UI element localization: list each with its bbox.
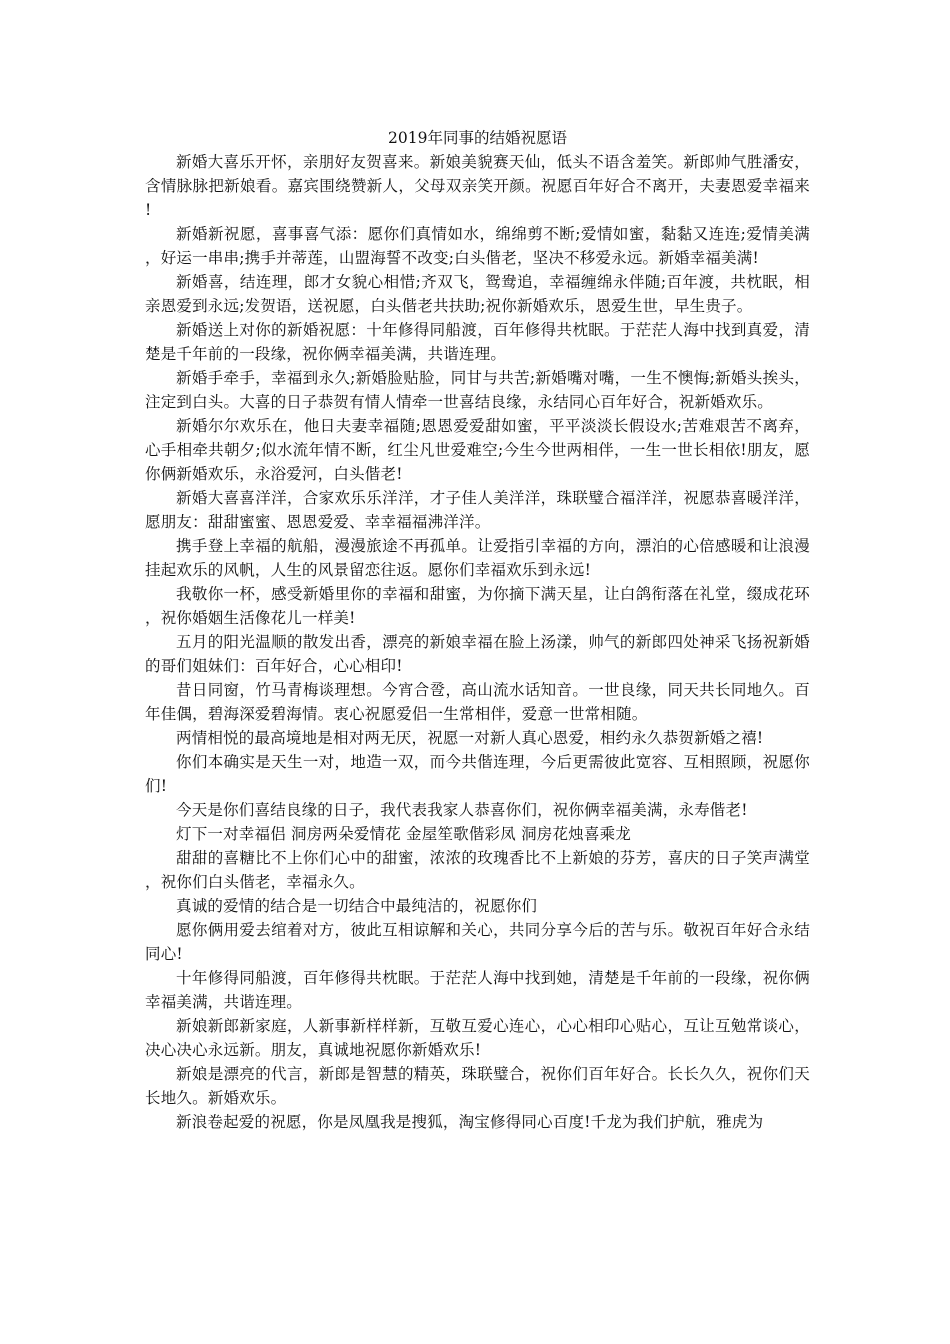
paragraph: 真诚的爱情的结合是一切结合中最纯洁的，祝愿你们 — [176, 897, 538, 915]
paragraph: 新婚手牵手，幸福到永久;新婚脸贴脸，同甘与共苦;新婚嘴对嘴，一生不懊悔;新婚头挨头，注定到白头。大喜的日子恭贺有情人情牵一世喜结良缘，永结同心百年好合，祝新婚欢乐。 — [145, 369, 810, 411]
paragraph: 新婚大喜喜洋洋，合家欢乐乐洋洋，才子佳人美洋洋，珠联璧合福洋洋，祝愿恭喜暖洋洋，愿朋友：甜甜蜜蜜、恩恩爱爱、幸幸福福沸洋洋。 — [145, 489, 810, 531]
paragraph: 新婚送上对你的新婚祝愿：十年修得同船渡，百年修得共枕眠。于茫茫人海中找到真爱，清楚是千年前的一段缘，祝你俩幸福美满，共谐连理。 — [145, 321, 810, 363]
paragraph: 你们本确实是天生一对，地造一双，而今共偕连理，今后更需彼此宽容、互相照顾，祝愿你们! — [145, 753, 810, 795]
paragraph: 愿你俩用爱去绾着对方，彼此互相谅解和关心，共同分享今后的苦与乐。敬祝百年好合永结同心! — [145, 921, 810, 963]
paragraph: 十年修得同船渡，百年修得共枕眠。于茫茫人海中找到她，清楚是千年前的一段缘，祝你俩幸福美满，共谐连理。 — [145, 969, 810, 1011]
document-title: 2019年同事的结婚祝愿语 — [388, 129, 567, 147]
document-body — [145, 126, 810, 1134]
paragraph: 新婚喜，结连理，郎才女貌心相惜;齐双飞，鸳鸯追，幸福缠绵永伴随;百年渡，共枕眠，相亲恩爱到永远;发贺语，送祝愿，白头偕老共扶助;祝你新婚欢乐，恩爱生世，早生贵子。 — [145, 273, 810, 315]
paragraph: 新婚大喜乐开怀，亲朋好友贺喜来。新娘美貌赛天仙，低头不语含羞笑。新郎帅气胜潘安，含情脉脉把新娘看。嘉宾围绕赞新人，父母双亲笑开颜。祝愿百年好合不离开，夫妻恩爱幸福来! — [145, 153, 810, 219]
paragraph: 昔日同窗，竹马青梅谈理想。今宵合卺，高山流水话知音。一世良缘，同天共长同地久。百年佳偶，碧海深爱碧海情。衷心祝愿爱侣一生常相伴，爱意一世常相随。 — [145, 681, 810, 723]
paragraph: 五月的阳光温顺的散发出香，漂亮的新娘幸福在脸上汤漾，帅气的新郎四处神采飞扬祝新婚的哥们姐妹们：百年好合，心心相印! — [145, 633, 810, 675]
paragraph: 两情相悦的最高境地是相对两无厌，祝愿一对新人真心恩爱，相约永久恭贺新婚之禧! — [176, 729, 764, 747]
paragraph: 携手登上幸福的航船，漫漫旅途不再孤单。让爱指引幸福的方向，漂泊的心倍感暖和让浪漫挂起欢乐的风帆，人生的风景留恋往返。愿你们幸福欢乐到永远! — [145, 537, 810, 579]
paragraph: 甜甜的喜糖比不上你们心中的甜蜜，浓浓的玫瑰香比不上新娘的芬芳，喜庆的日子笑声满堂，祝你们白头偕老，幸福永久。 — [145, 849, 810, 891]
paragraph: 新娘新郎新家庭，人新事新样样新，互敬互爱心连心，心心相印心贴心，互让互勉常谈心，决心决心永远新。朋友，真诚地祝愿你新婚欢乐! — [145, 1017, 810, 1059]
paragraph: 今天是你们喜结良缘的日子，我代表我家人恭喜你们，祝你俩幸福美满，永寿偕老! — [176, 801, 748, 819]
paragraph: 新婚尔尔欢乐在，他日夫妻幸福随;恩恩爱爱甜如蜜，平平淡淡长假设水;苦难艰苦不离弃，心手相牵共朝夕;似水流年情不断，红尘凡世爱难空;今生今世两相伴，一生一世长相依!朋友，愿你俩新婚欢乐，永浴爱河，白头偕老! — [145, 417, 810, 483]
paragraph: 我敬你一杯，感受新婚里你的幸福和甜蜜，为你摘下满天星，让白鸽衔落在礼堂，缀成花环，祝你婚姻生活像花儿一样美! — [145, 585, 810, 627]
paragraph: 新婚新祝愿，喜事喜气添：愿你们真情如水，绵绵剪不断;爱情如蜜，黏黏又连连;爱情美满，好运一串串;携手并蒂莲，山盟海誓不改变;白头偕老，坚决不移爱永远。新婚幸福美满! — [145, 225, 810, 267]
paragraph: 新浪卷起爱的祝愿，你是凤凰我是搜狐，淘宝修得同心百度!千龙为我们护航，雅虎为 — [176, 1113, 764, 1131]
paragraph: 灯下一对幸福侣 洞房两朵爱情花 金屋笙歌偕彩凤 洞房花烛喜乘龙 — [176, 825, 631, 843]
paragraph: 新娘是漂亮的代言，新郎是智慧的精英，珠联璧合，祝你们百年好合。长长久久，祝你们天长地久。新婚欢乐。 — [145, 1065, 810, 1107]
